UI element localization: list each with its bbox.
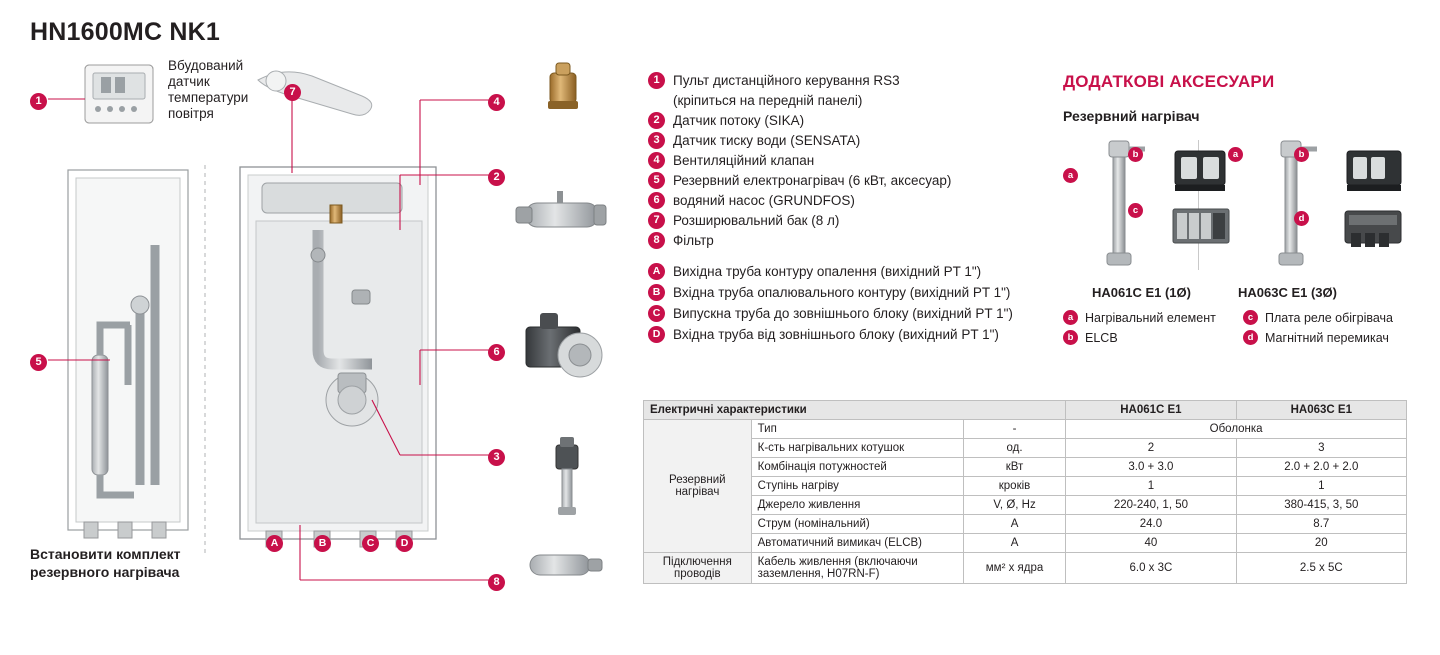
row-value-1: 1 xyxy=(1066,477,1236,496)
part-photo-filter xyxy=(530,555,602,575)
row-unit: V, Ø, Hz xyxy=(963,496,1065,515)
accessory-marker-c-left: c xyxy=(1128,200,1143,218)
air-sensor-label: Вбудований датчик температури повітря xyxy=(168,58,249,121)
row-value-2: 3 xyxy=(1236,439,1406,458)
row-value-1: 24.0 xyxy=(1066,515,1236,534)
legend-text: Вхідна труба опалювального контуру (вихідний PT 1") xyxy=(673,285,1011,300)
legend-text: Датчик потоку (SIKA) xyxy=(673,113,805,128)
relay-board-left xyxy=(1173,209,1229,243)
part-photo-air-valve xyxy=(548,63,578,109)
row-label: Струм (номінальний) xyxy=(751,515,963,534)
legend-bullet: 6 xyxy=(648,192,665,209)
legend-text: Вентиляційний клапан xyxy=(673,153,815,168)
legend-text: Вхідна труба від зовнішнього блоку (вихідний PT 1") xyxy=(673,327,999,342)
table-col1-header: HA061C E1 xyxy=(1066,401,1236,420)
legend-bullet: 1 xyxy=(648,72,665,89)
legend-item xyxy=(648,232,1038,249)
install-kit-note: Встановити комплект резервного нагрівача xyxy=(30,546,181,580)
legend-bullet: c xyxy=(1243,310,1258,325)
row-group-label: Резервний нагрівач xyxy=(644,420,752,553)
table-row xyxy=(644,420,1407,439)
row-unit: кроків xyxy=(963,477,1065,496)
legend-text: Нагрівальний елемент xyxy=(1085,310,1216,325)
row-value-1: 220-240, 1, 50 xyxy=(1066,496,1236,515)
row-unit: мм² x ядра xyxy=(963,553,1065,584)
row-label: Кабель живлення (включаючи заземлення, H07RN-F) xyxy=(751,553,963,584)
legend-item xyxy=(648,72,1038,89)
legend-text: Розширювальний бак (8 л) xyxy=(673,213,840,228)
accessory-marker-b-left: b xyxy=(1128,144,1143,162)
accessory-legend-item xyxy=(1063,310,1243,325)
electrical-spec-table xyxy=(643,400,1407,584)
legend-letter-item xyxy=(648,263,1038,280)
indoor-unit-left xyxy=(68,170,188,538)
table-row xyxy=(644,477,1407,496)
legend-text: Резервний електронагрівач (6 кВт, аксесуар) xyxy=(673,173,952,188)
accessories-legend xyxy=(1063,310,1423,350)
pipe-marker-d: D xyxy=(396,533,413,552)
row-unit: A xyxy=(963,515,1065,534)
row-unit: кВт xyxy=(963,458,1065,477)
accessory-marker-d-right: d xyxy=(1294,208,1309,226)
legend-letter-item xyxy=(648,326,1038,343)
legend-bullet: d xyxy=(1243,330,1258,345)
legend-item xyxy=(648,152,1038,169)
legend-list xyxy=(648,72,1038,347)
table-col2-header: HA063C E1 xyxy=(1236,401,1406,420)
legend-letter-item xyxy=(648,284,1038,301)
table-row xyxy=(644,496,1407,515)
legend-text: ELCB xyxy=(1085,330,1118,345)
legend-text: Пульт дистанційного керування RS3 xyxy=(673,73,900,88)
legend-subtext: (кріпиться на передній панелі) xyxy=(673,93,863,108)
table-row xyxy=(644,439,1407,458)
legend-item xyxy=(648,132,1038,149)
elcb-right xyxy=(1347,151,1401,191)
callout-marker-5: 5 xyxy=(30,352,47,371)
row-label: Джерело живлення xyxy=(751,496,963,515)
table-title-cell: Електричні характеристики xyxy=(644,401,1066,420)
legend-item xyxy=(648,172,1038,189)
callout-marker-4: 4 xyxy=(488,92,505,111)
row-unit: - xyxy=(963,420,1065,439)
legend-letters xyxy=(648,263,1038,343)
table-row xyxy=(644,534,1407,553)
row-label: Комбінація потужностей xyxy=(751,458,963,477)
remote-controller-image xyxy=(85,65,153,123)
pipe-marker-c: C xyxy=(362,533,379,552)
row-value-1: 2 xyxy=(1066,439,1236,458)
callout-marker-3: 3 xyxy=(488,447,505,466)
row-value-2: 8.7 xyxy=(1236,515,1406,534)
callout-marker-8: 8 xyxy=(488,572,505,591)
legend-bullet: 3 xyxy=(648,132,665,149)
row-value-2: 20 xyxy=(1236,534,1406,553)
row-value-2: 380-415, 3, 50 xyxy=(1236,496,1406,515)
row-label: Тип xyxy=(751,420,963,439)
legend-bullet: 5 xyxy=(648,172,665,189)
magnetic-switch-right xyxy=(1345,211,1401,247)
accessory-marker-b-right: b xyxy=(1294,144,1309,162)
table-row xyxy=(644,515,1407,534)
legend-bullet: 8 xyxy=(648,232,665,249)
legend-bullet: B xyxy=(648,284,665,301)
legend-text: Вихідна труба контуру опалення (вихідний PT 1") xyxy=(673,264,982,279)
part-photo-pressure-sensor xyxy=(556,437,578,515)
part-photo-backup-heater xyxy=(516,191,606,227)
legend-bullet: A xyxy=(648,263,665,280)
row-value-1: 3.0 + 3.0 xyxy=(1066,458,1236,477)
page-title: HN1600MC NK1 xyxy=(30,18,220,46)
model-caption-left: HA061C E1 (1Ø) xyxy=(1092,285,1191,300)
callout-marker-6: 6 xyxy=(488,342,505,361)
legend-text: Магнітний перемикач xyxy=(1265,330,1389,345)
legend-text: Плата реле обігрівача xyxy=(1265,310,1393,325)
row-label: Автоматичний вимикач (ELCB) xyxy=(751,534,963,553)
legend-text: Випускна труба до зовнішнього блоку (вихідний PT 1") xyxy=(673,306,1013,321)
legend-item xyxy=(648,192,1038,209)
accessories-heading: ДОДАТКОВІ АКСЕСУАРИ xyxy=(1063,72,1275,91)
pipe-marker-b: B xyxy=(314,533,331,552)
row-unit: од. xyxy=(963,439,1065,458)
legend-text: Фільтр xyxy=(673,233,714,248)
row-value-2: 1 xyxy=(1236,477,1406,496)
row-unit: A xyxy=(963,534,1065,553)
accessories-images xyxy=(1063,135,1423,280)
table-header-row xyxy=(644,401,1407,420)
legend-text: водяний насос (GRUNDFOS) xyxy=(673,193,855,208)
legend-bullet: 4 xyxy=(648,152,665,169)
accessories-panel xyxy=(1063,72,1423,124)
callout-marker-2: 2 xyxy=(488,167,505,186)
indoor-unit-right xyxy=(240,167,436,547)
pipe-marker-a: A xyxy=(266,533,283,552)
legend-letter-item xyxy=(648,305,1038,322)
callout-marker-1: 1 xyxy=(30,91,47,110)
legend-bullet: a xyxy=(1063,310,1078,325)
accessory-legend-item xyxy=(1243,330,1423,345)
accessories-subheading: Резервний нагрівач xyxy=(1063,108,1200,124)
row-value-2: 2.5 x 5C xyxy=(1236,553,1406,584)
part-photo-flow-sensor xyxy=(258,71,372,115)
legend-bullet: 2 xyxy=(648,112,665,129)
callout-marker-7: 7 xyxy=(284,82,301,101)
legend-item xyxy=(648,112,1038,129)
elcb-left xyxy=(1175,151,1225,191)
row-label: К-сть нагрівальних котушок xyxy=(751,439,963,458)
accessory-marker-a-right: a xyxy=(1228,144,1243,162)
row-label: Ступінь нагріву xyxy=(751,477,963,496)
row-value-merged: Оболонка xyxy=(1066,420,1407,439)
row-value-2: 2.0 + 2.0 + 2.0 xyxy=(1236,458,1406,477)
row-group-label: Підключення проводів xyxy=(644,553,752,584)
part-photo-pump xyxy=(526,313,602,377)
legend-bullet: 7 xyxy=(648,212,665,229)
legend-bullet: b xyxy=(1063,330,1078,345)
row-value-1: 40 xyxy=(1066,534,1236,553)
accessory-legend-item xyxy=(1243,310,1423,325)
legend-bullet: C xyxy=(648,305,665,322)
table-row xyxy=(644,458,1407,477)
accessory-marker-a-left: a xyxy=(1063,165,1078,183)
table-row xyxy=(644,553,1407,584)
legend-item xyxy=(648,212,1038,229)
legend-bullet: D xyxy=(648,326,665,343)
legend-text: Датчик тиску води (SENSATA) xyxy=(673,133,861,148)
model-caption-right: HA063C E1 (3Ø) xyxy=(1238,285,1337,300)
row-value-1: 6.0 x 3C xyxy=(1066,553,1236,584)
accessory-legend-item xyxy=(1063,330,1243,345)
